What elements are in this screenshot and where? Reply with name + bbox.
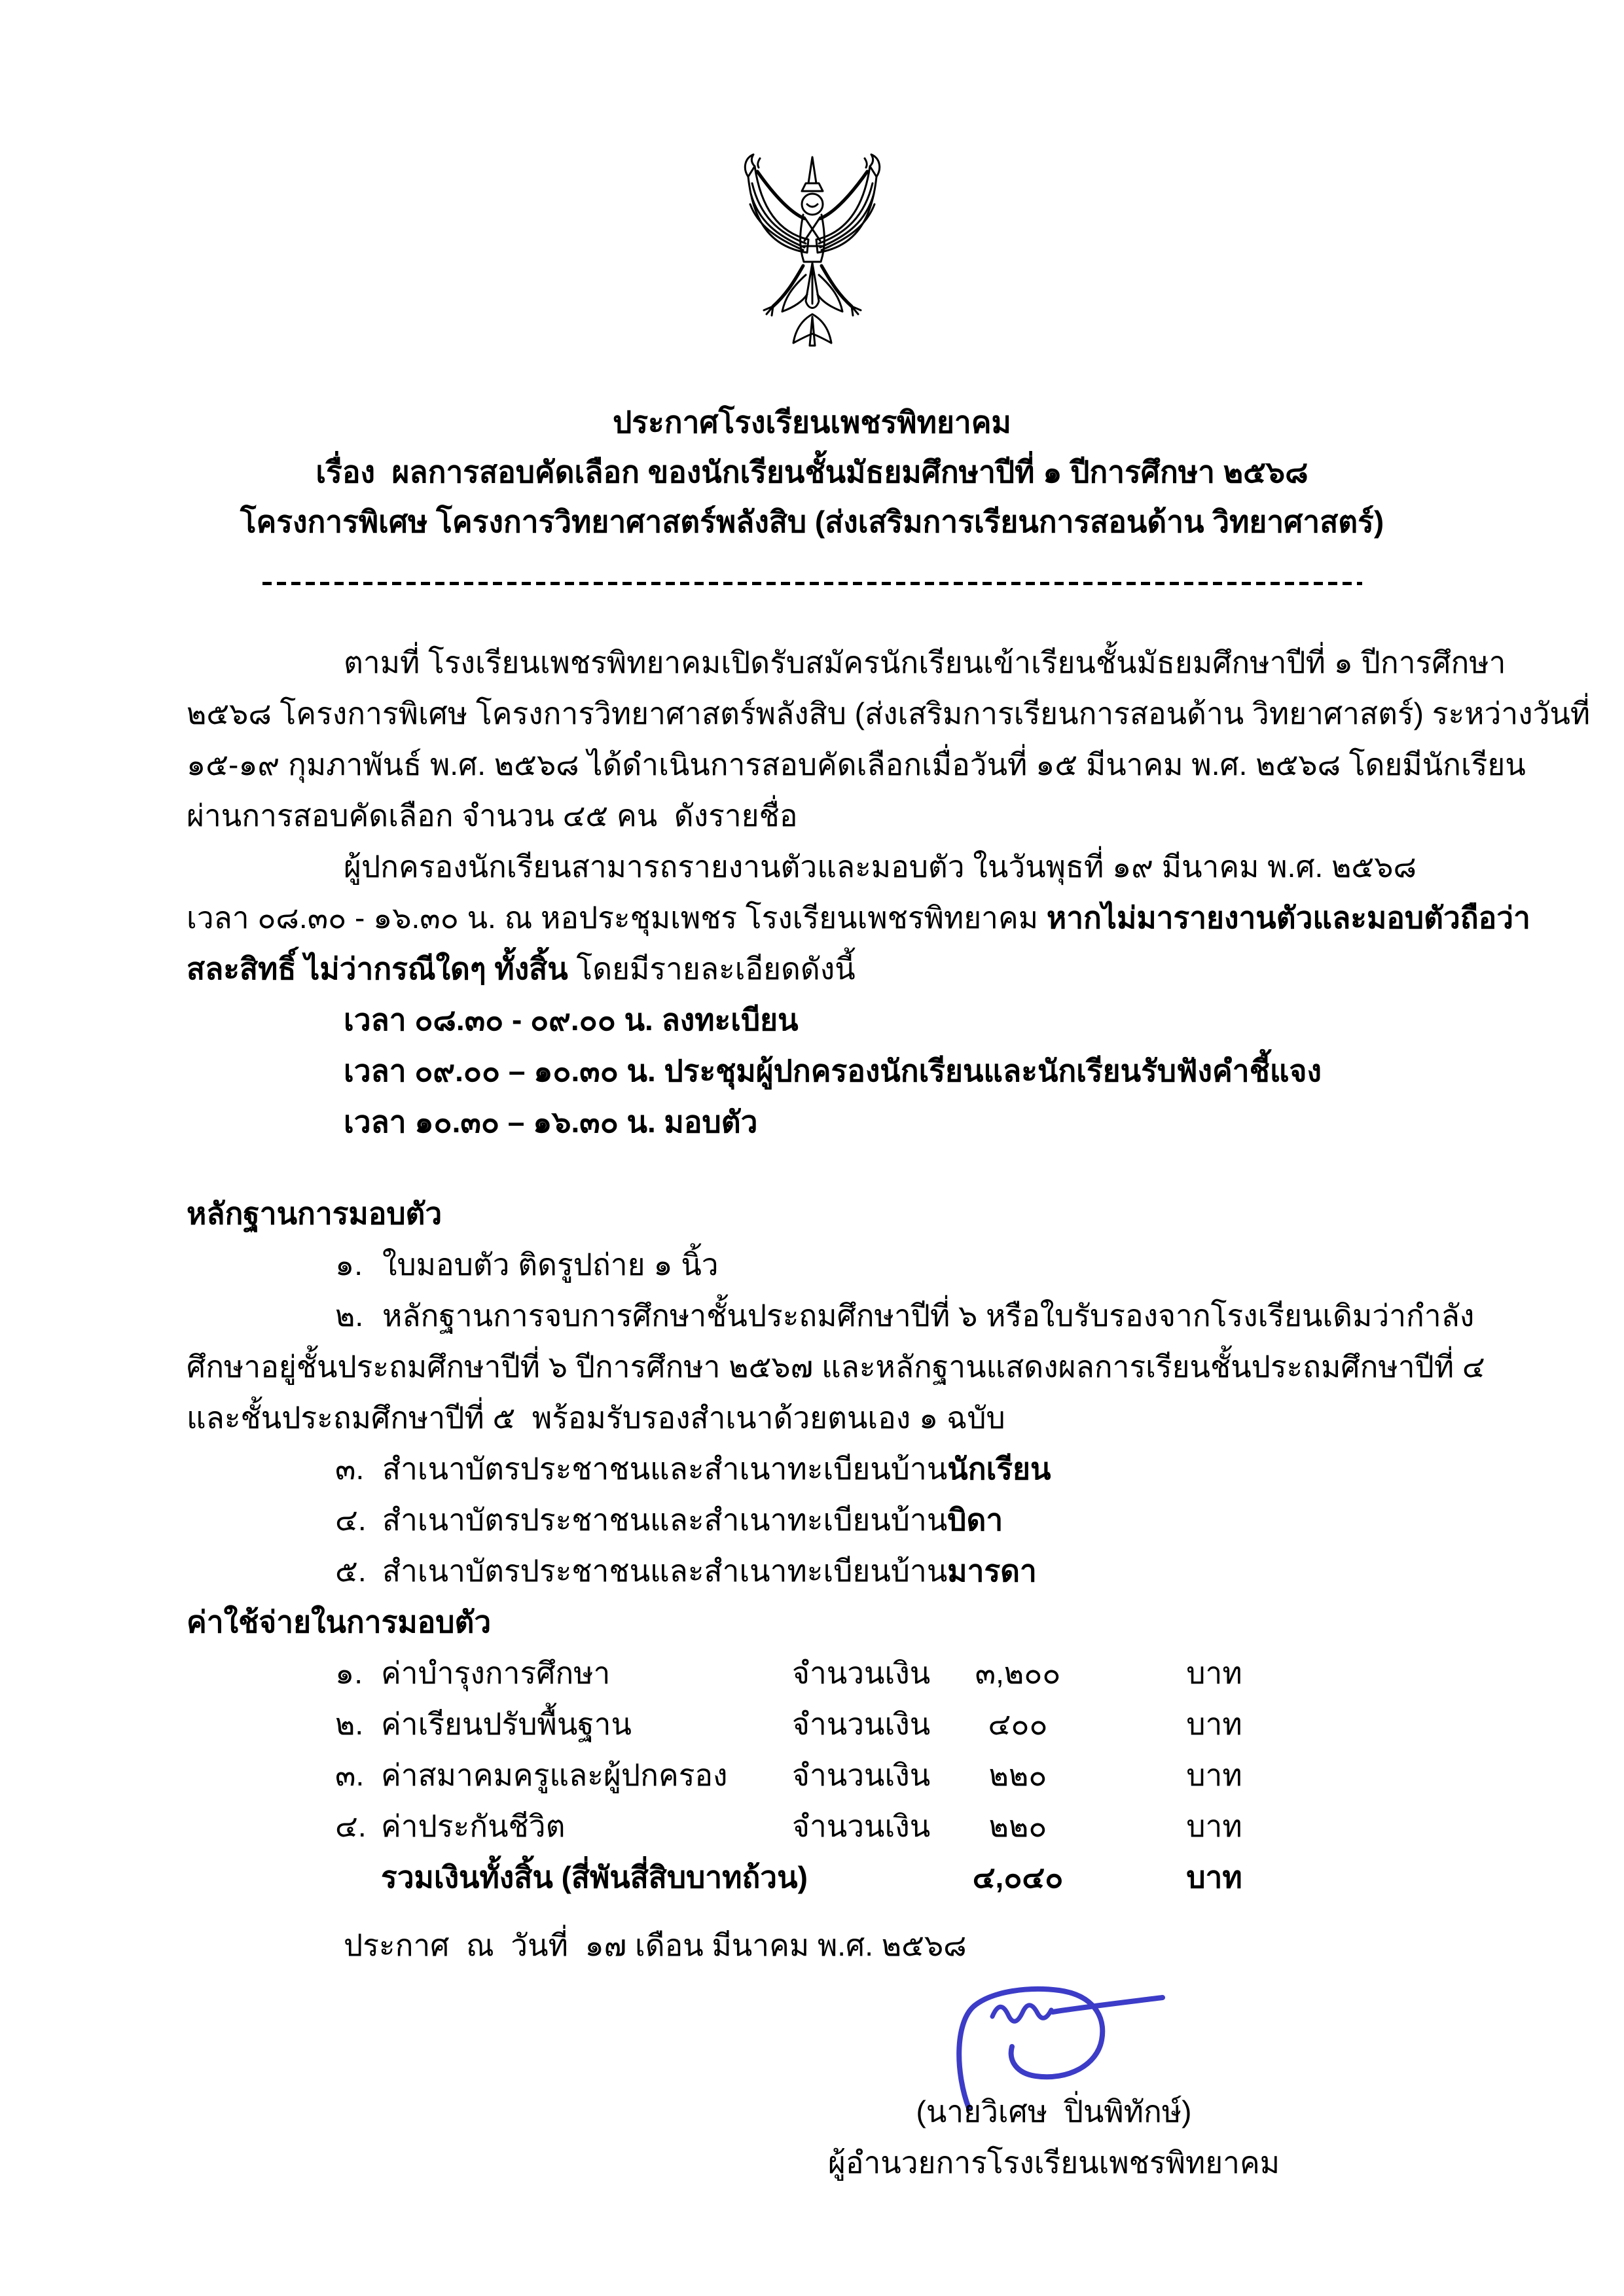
garuda-emblem (0, 0, 1624, 380)
issued-date-line: ประกาศ ณ วันที่ ๑๗ เดือน มีนาคม พ.ศ. ๒๕๖๘ (344, 1928, 967, 1962)
item-number: ๔. (335, 1503, 367, 1537)
schedule-item-meeting: เวลา ๐๙.๐๐ – ๑๐.๓๐ น. ประชุมผู้ปกครองนักเรียนและนักเรียนรับฟังคำชี้แจง (344, 1054, 1322, 1088)
dashed-line (262, 582, 1362, 585)
fee-amount: ๓,๒๐๐ (975, 1656, 1061, 1690)
evidence-item (187, 1443, 1473, 1494)
item-number: ๓. (335, 1452, 365, 1486)
signature-block (818, 1976, 1290, 2188)
paragraph-report-instructions (187, 841, 1530, 994)
item-number: ๒. (335, 1299, 364, 1333)
fee-name: ค่าสมาคมครูและผู้ปกครอง (381, 1758, 728, 1792)
schedule-list (187, 994, 1473, 1147)
header-line-subject: เรื่อง ผลการสอบคัดเลือก ของนักเรียนชั้นมัธยมศึกษาปีที่ ๑ ปีการศึกษา ๒๕๖๘ (316, 455, 1308, 489)
fee-total-row (187, 1852, 1473, 1903)
body-text: โดยมีรายละเอียดดังนี้ (576, 952, 856, 986)
evidence-item-continuation: และชั้นประถมศึกษาปีที่ ๕ พร้อมรับรองสำเนาด้วยตนเอง ๑ ฉบับ (187, 1401, 1005, 1435)
item-text: สำเนาบัตรประชาชนและสำเนาทะเบียนบ้าน (382, 1503, 948, 1537)
fee-row (187, 1801, 1473, 1852)
fee-row (187, 1749, 1473, 1801)
garuda-emblem-graphic (727, 149, 897, 365)
fees-heading: ค่าใช้จ่ายในการมอบตัว (187, 1605, 492, 1639)
fee-unit: บาท (1186, 1809, 1242, 1843)
fee-number: ๔. (335, 1809, 367, 1843)
item-emphasis: บิดา (947, 1503, 1003, 1537)
fee-unit: บาท (1186, 1758, 1242, 1792)
fee-row (187, 1698, 1473, 1749)
item-number: ๑. (335, 1247, 363, 1282)
body-line: ๑๕-๑๙ กุมภาพันธ์ พ.ศ. ๒๕๖๘ ได้ดำเนินการสอบคัดเลือกเมื่อวันที่ ๑๕ มีนาคม พ.ศ. ๒๕๖๘ โดยมีนักเรียน (187, 747, 1526, 781)
fee-total-label: รวมเงินทั้งสิ้น (สี่พันสี่สิบบาทถ้วน) (381, 1860, 808, 1894)
fee-name: ค่าเรียนปรับพื้นฐาน (381, 1707, 632, 1741)
body-text: เวลา ๐๘.๓๐ - ๑๖.๓๐ น. ณ หอประชุมเพชร โรงเรียนเพชรพิทยาคม (187, 901, 1047, 935)
fee-amount-label: จำนวนเงิน (792, 1656, 931, 1690)
header-line-program: โครงการพิเศษ โครงการวิทยาศาสตร์พลังสิบ (ส่งเสริมการเรียนการสอนด้าน วิทยาศาสตร์) (240, 505, 1384, 539)
fee-name: ค่าประกันชีวิต (381, 1809, 566, 1843)
divider (0, 556, 1624, 607)
evidence-item (187, 1290, 1473, 1341)
fees-section (187, 1596, 1473, 1903)
document-header (0, 397, 1624, 547)
warning-text: สละสิทธิ์ ไม่ว่ากรณีใดๆ ทั้งสิ้น (187, 952, 577, 986)
evidence-item (187, 1545, 1473, 1596)
item-text: หลักฐานการจบการศึกษาชั้นประถมศึกษาปีที่ ๖ หรือใบรับรองจากโรงเรียนเดิมว่ากำลัง (382, 1299, 1475, 1333)
schedule-item-registration: เวลา ๐๘.๓๐ - ๐๙.๐๐ น. ลงทะเบียน (344, 1003, 799, 1037)
fee-total-amount: ๔,๐๔๐ (972, 1860, 1064, 1894)
body-line: ๒๕๖๘ โครงการพิเศษ โครงการวิทยาศาสตร์พลังสิบ (ส่งเสริมการเรียนการสอนด้าน วิทยาศาสตร์) ระหว่างวันที่ (187, 696, 1591, 730)
evidence-item (187, 1239, 1473, 1290)
body-line: ตามที่ โรงเรียนเพชรพิทยาคมเปิดรับสมัครนักเรียนเข้าเรียนชั้นมัธยมศึกษาปีที่ ๑ ปีการศึกษา (344, 645, 1506, 679)
body-line: ผู้ปกครองนักเรียนสามารถรายงานตัวและมอบตัว ในวันพุธที่ ๑๙ มีนาคม พ.ศ. ๒๕๖๘ (344, 850, 1416, 884)
fee-amount-label: จำนวนเงิน (792, 1758, 931, 1792)
fee-amount: ๒๒๐ (988, 1758, 1047, 1792)
evidence-item-continuation: ศึกษาอยู่ชั้นประถมศึกษาปีที่ ๖ ปีการศึกษา ๒๕๖๗ และหลักฐานแสดงผลการเรียนชั้นประถมศึกษาปีที่ ๔ (187, 1350, 1485, 1384)
warning-text: หากไม่มารายงานตัวและมอบตัวถือว่า (1046, 901, 1530, 935)
fee-number: ๑. (335, 1656, 363, 1690)
evidence-heading: หลักฐานการมอบตัว (187, 1196, 442, 1230)
fee-amount: ๒๒๐ (988, 1809, 1047, 1843)
fee-number: ๒. (335, 1707, 364, 1741)
paragraph-intro (187, 637, 1591, 841)
evidence-section (187, 1188, 1485, 1596)
item-text: สำเนาบัตรประชาชนและสำเนาทะเบียนบ้าน (382, 1452, 948, 1486)
schedule-item-enrollment: เวลา ๑๐.๓๐ – ๑๖.๓๐ น. มอบตัว (344, 1105, 758, 1139)
body-line (187, 892, 1530, 943)
fee-amount-label: จำนวนเงิน (792, 1809, 931, 1843)
header-line-announcement: ประกาศโรงเรียนเพชรพิทยาคม (613, 405, 1011, 439)
fee-total-unit: บาท (1186, 1860, 1242, 1894)
evidence-item (187, 1494, 1473, 1545)
fee-name: ค่าบำรุงการศึกษา (381, 1656, 611, 1690)
signatory-title: ผู้อำนวยการโรงเรียนเพชรพิทยาคม (827, 2145, 1280, 2179)
fee-amount-label: จำนวนเงิน (792, 1707, 931, 1741)
fee-number: ๓. (335, 1758, 365, 1792)
body-line: ผ่านการสอบคัดเลือก จำนวน ๔๕ คน ดังรายชื่อ (187, 798, 798, 833)
item-text: ใบมอบตัว ติดรูปถ่าย ๑ นิ้ว (382, 1247, 719, 1282)
fee-row (187, 1647, 1473, 1698)
item-number: ๕. (335, 1554, 367, 1588)
item-emphasis: มารดา (947, 1554, 1037, 1588)
signatory-name: (นายวิเศษ ปิ่นพิทักษ์) (916, 2094, 1192, 2128)
fee-unit: บาท (1186, 1656, 1242, 1690)
item-text: สำเนาบัตรประชาชนและสำเนาทะเบียนบ้าน (382, 1554, 948, 1588)
body-line (187, 943, 1473, 994)
item-emphasis: นักเรียน (947, 1452, 1051, 1486)
fee-amount: ๔๐๐ (988, 1707, 1048, 1741)
fee-unit: บาท (1186, 1707, 1242, 1741)
